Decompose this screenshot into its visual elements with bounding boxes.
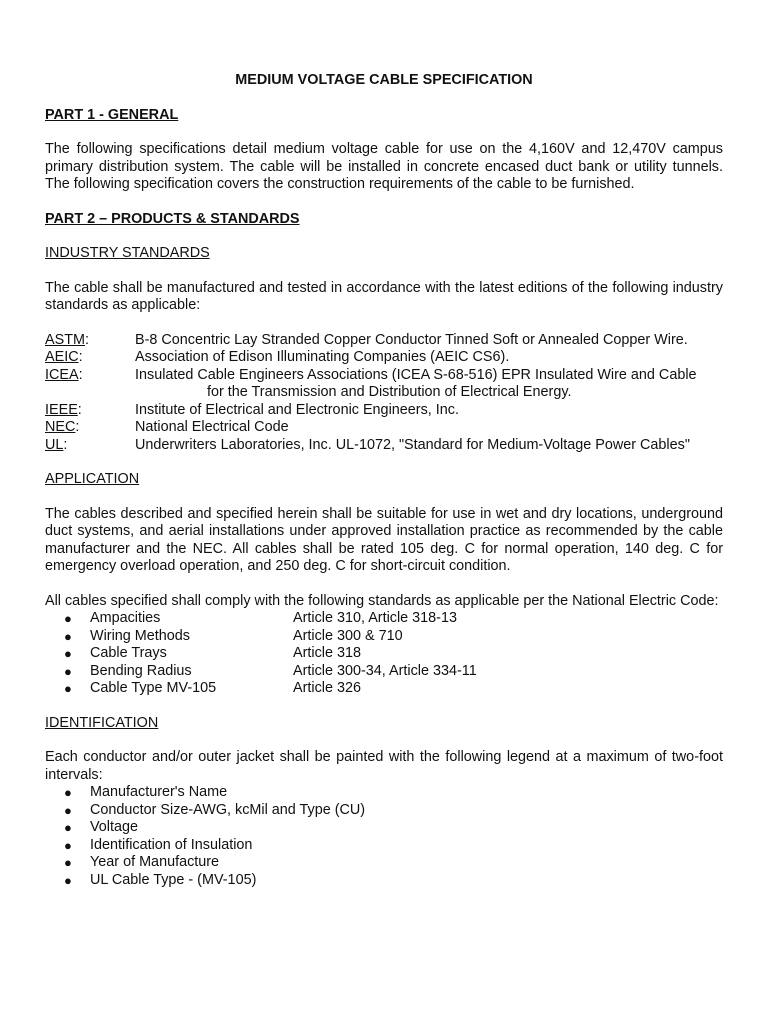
standard-abbr: IEEE: [45, 401, 78, 418]
identification-heading: IDENTIFICATION: [45, 714, 159, 731]
list-item: [45, 610, 723, 628]
standard-abbr: ICEA: [45, 366, 79, 383]
standard-abbr: AEIC: [45, 349, 79, 365]
article-topic: Cable Type MV-105: [90, 680, 217, 696]
article-topic: Ampacities: [90, 610, 161, 626]
article-topic: Bending Radius: [90, 662, 192, 679]
article-ref: Article 318: [293, 645, 361, 661]
list-item: [45, 663, 723, 681]
bullet-icon: ●: [64, 872, 72, 888]
part1-heading: PART 1 - GENERAL: [45, 106, 179, 123]
document-page: [45, 72, 723, 906]
standard-desc: Underwriters Laboratories, Inc. UL-1072, "Standard for Medium-Voltage Power Cables": [135, 436, 690, 453]
industry-standards-intro: The cable shall be manufactured and tested in accordance with the latest editions of the following industry standards as applicable:: [45, 279, 723, 313]
legend-item: Manufacturer's Name: [90, 784, 228, 800]
standard-row: NEC: National Electrical Code: [45, 419, 289, 435]
standard-row: UL: Underwriters Laboratories, Inc. UL-1072, "Standard for Medium-Voltage Power Cables": [45, 436, 690, 453]
legend-item: Identification of Insulation: [90, 836, 253, 853]
article-ref: Article 300-34, Article 334-11: [293, 662, 477, 679]
bullet-icon: ●: [64, 855, 72, 870]
application-paragraph: The cables described and specified herein shall be suitable for use in wet and dry locations, underground duct systems, and aerial installations under approved installation practice as recommended by the cable manufacturer and the NEC. All cables shall be rated 105 deg. C for normal operation, 140 deg. C for emergency overload operation, and 250 deg. C for short-circuit condition.: [45, 505, 723, 574]
bullet-icon: ●: [64, 663, 72, 679]
standard-desc: Association of Edison Illuminating Companies (AEIC CS6).: [135, 349, 510, 365]
list-item: [45, 837, 723, 855]
standard-desc-continuation: for the Transmission and Distribution of Electrical Energy.: [207, 384, 572, 400]
legend-item: UL Cable Type - (MV-105): [90, 871, 257, 888]
article-topic: Cable Trays: [90, 645, 167, 661]
article-ref: Article 326: [293, 680, 361, 696]
standard-desc: National Electrical Code: [135, 419, 289, 435]
industry-standards-heading: INDUSTRY STANDARDS: [45, 245, 210, 261]
bullet-icon: ●: [64, 785, 72, 800]
bullet-icon: ●: [64, 681, 72, 696]
bullet-icon: ●: [64, 802, 72, 818]
standard-desc: Institute of Electrical and Electronic Engineers, Inc.: [135, 401, 459, 418]
application-heading: APPLICATION: [45, 471, 140, 487]
application-nec-intro: All cables specified shall comply with the following standards as applicable per the National Electric Code:: [45, 592, 719, 609]
bullet-icon: ●: [64, 837, 72, 853]
bullet-icon: ●: [64, 628, 72, 644]
standard-desc: Insulated Cable Engineers Associations (ICEA S-68-516) EPR Insulated Wire and Cable: [135, 366, 697, 383]
bullet-icon: ●: [64, 611, 72, 626]
part1-paragraph: The following specifications detail medium voltage cable for use on the 4,160V and 12,470V campus primary distribution system. The cable will be installed in concrete encased duct bank or utility tunnels. The following specification covers the construction requirements of the cable to be furnished.: [45, 141, 723, 192]
legend-item: Voltage: [90, 819, 139, 835]
bullet-icon: ●: [64, 820, 72, 835]
standard-row: ASTM: B-8 Concentric Lay Stranded Copper Conductor Tinned Soft or Annealed Copper Wire.: [45, 331, 688, 348]
list-item: [45, 872, 723, 890]
bullet-icon: ●: [64, 646, 72, 661]
legend-list: [45, 784, 723, 889]
list-item: [45, 784, 723, 802]
article-ref: Article 310, Article 318-13: [293, 610, 457, 626]
standard-desc: B-8 Concentric Lay Stranded Copper Conductor Tinned Soft or Annealed Copper Wire.: [135, 331, 688, 348]
document-title: MEDIUM VOLTAGE CABLE SPECIFICATION: [235, 72, 533, 88]
part2-heading: PART 2 – PRODUCTS & STANDARDS: [45, 210, 300, 227]
standard-abbr: ASTM: [45, 331, 85, 348]
list-item: [45, 819, 723, 837]
list-item: [45, 645, 723, 663]
standards-list: [45, 332, 723, 455]
nec-articles-list: [45, 610, 723, 698]
legend-item: Year of Manufacture: [90, 854, 220, 870]
list-item: [45, 802, 723, 820]
standard-row: AEIC: Association of Edison Illuminating Companies (AEIC CS6).: [45, 349, 510, 365]
standard-row: IEEE: Institute of Electrical and Electronic Engineers, Inc.: [45, 401, 459, 418]
article-ref: Article 300 & 710: [293, 627, 403, 644]
standard-abbr: NEC: [45, 419, 76, 435]
list-item: [45, 854, 723, 872]
article-topic: Wiring Methods: [90, 627, 190, 644]
identification-paragraph: Each conductor and/or outer jacket shall be painted with the following legend at a maximum of two-foot intervals:: [45, 749, 723, 783]
standard-abbr: UL: [45, 436, 64, 453]
list-item: [45, 628, 723, 646]
standard-row: ICEA: Insulated Cable Engineers Associations (ICEA S-68-516) EPR Insulated Wire and Cable for the Transmission and Distribution of Electrical Energy.: [45, 367, 723, 402]
list-item: [45, 680, 723, 698]
legend-item: Conductor Size-AWG, kcMil and Type (CU): [90, 801, 366, 818]
